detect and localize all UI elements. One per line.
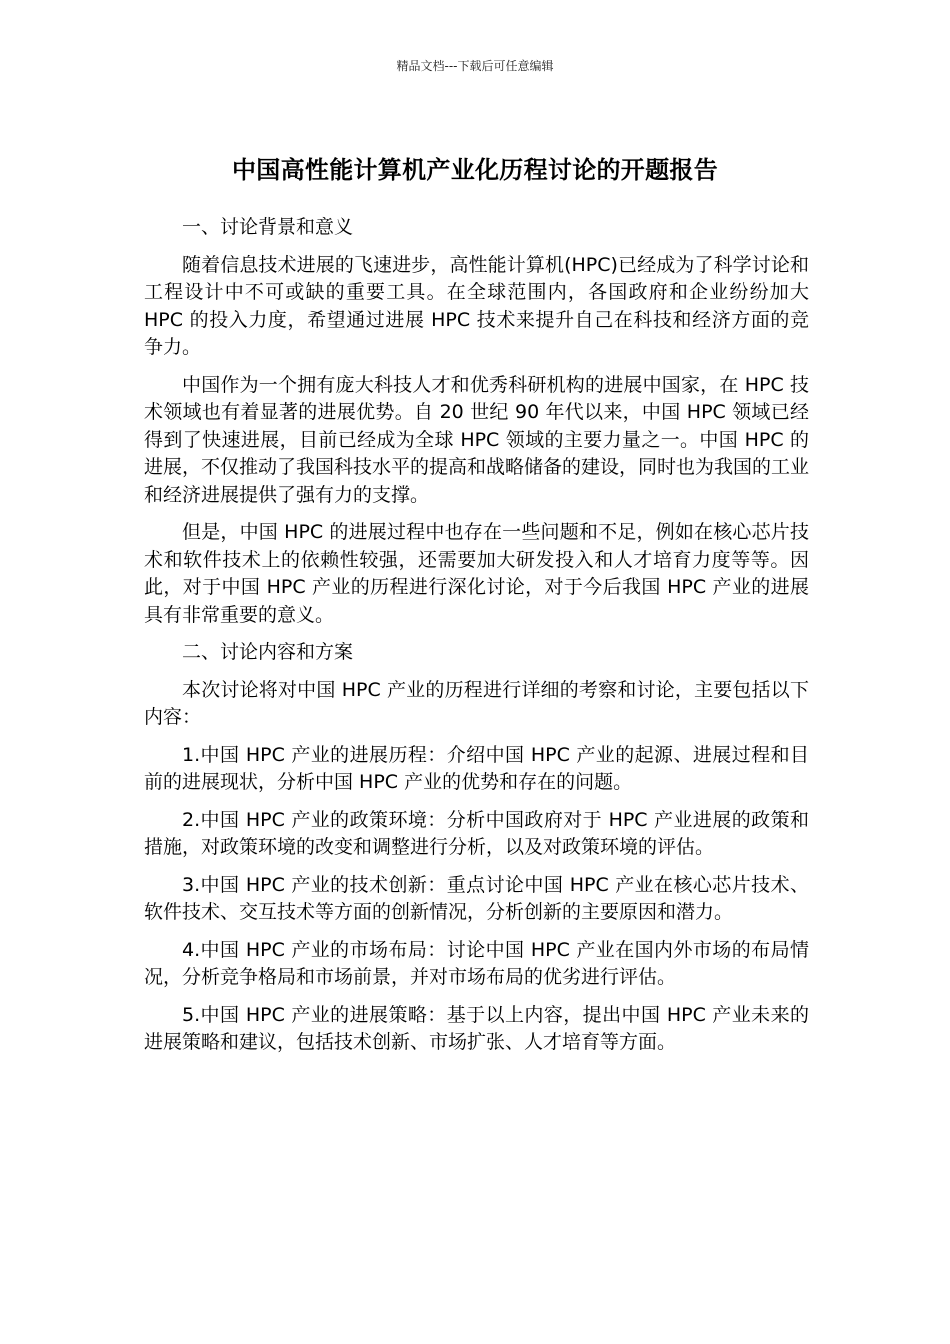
section-heading-content: 二、讨论内容和方案 xyxy=(182,641,354,663)
header-note: 精品文档---下载后可任意编辑 xyxy=(396,59,554,73)
paragraph-background-2: 中国作为一个拥有庞大科技人才和优秀科研机构的进展中国家，在 HPC 技术领域也有着显著的进展优势。自 20 世纪 90 年代以来，中国 HPC 领域已经得到了快速进展，目前已经成为全球 HPC 领域的主要力量之一。中国 HPC 的进展，不仅推动了我国科技水平的提高和战略储备的建设，同时也为我国的工业和经济进展提供了强有力的支撑。 xyxy=(144,373,810,506)
section-heading-background: 一、讨论背景和意义 xyxy=(182,216,354,238)
list-item-strategy: 5.中国 HPC 产业的进展策略：基于以上内容，提出中国 HPC 产业未来的进展策略和建议，包括技术创新、市场扩张、人才培育等方面。 xyxy=(144,1003,809,1053)
paragraph-background-1: 随着信息技术进展的飞速进步，高性能计算机(HPC)已经成为了科学讨论和工程设计中不可或缺的重要工具。在全球范围内，各国政府和企业纷纷加大 HPC 的投入力度，希望通过进展 HPC 技术来提升自己在科技和经济方面的竞争力。 xyxy=(144,253,809,358)
document-body xyxy=(144,214,809,1067)
list-item-innovation: 3.中国 HPC 产业的技术创新：重点讨论中国 HPC 产业在核心芯片技术、软件技术、交互技术等方面的创新情况，分析创新的主要原因和潜力。 xyxy=(144,873,809,923)
list-item-policy: 2.中国 HPC 产业的政策环境：分析中国政府对于 HPC 产业进展的政策和措施，对政策环境的改变和调整进行分析，以及对政策环境的评估。 xyxy=(144,808,809,858)
paragraph-background-3: 但是，中国 HPC 的进展过程中也存在一些问题和不足，例如在核心芯片技术和软件技术上的依赖性较强，还需要加大研发投入和人才培育力度等等。因此，对于中国 HPC 产业的历程进行深化讨论，对于今后我国 HPC 产业的进展具有非常重要的意义。 xyxy=(144,521,809,626)
document-title: 中国高性能计算机产业化历程讨论的开题报告 xyxy=(232,156,718,185)
paragraph-content-intro: 本次讨论将对中国 HPC 产业的历程进行详细的考察和讨论，主要包括以下内容： xyxy=(144,678,809,728)
list-item-market: 4.中国 HPC 产业的市场布局：讨论中国 HPC 产业在国内外市场的布局情况，分析竞争格局和市场前景，并对市场布局的优劣进行评估。 xyxy=(144,938,809,988)
list-item-history: 1.中国 HPC 产业的进展历程：介绍中国 HPC 产业的起源、进展过程和目前的进展现状，分析中国 HPC 产业的优势和存在的问题。 xyxy=(144,743,809,793)
